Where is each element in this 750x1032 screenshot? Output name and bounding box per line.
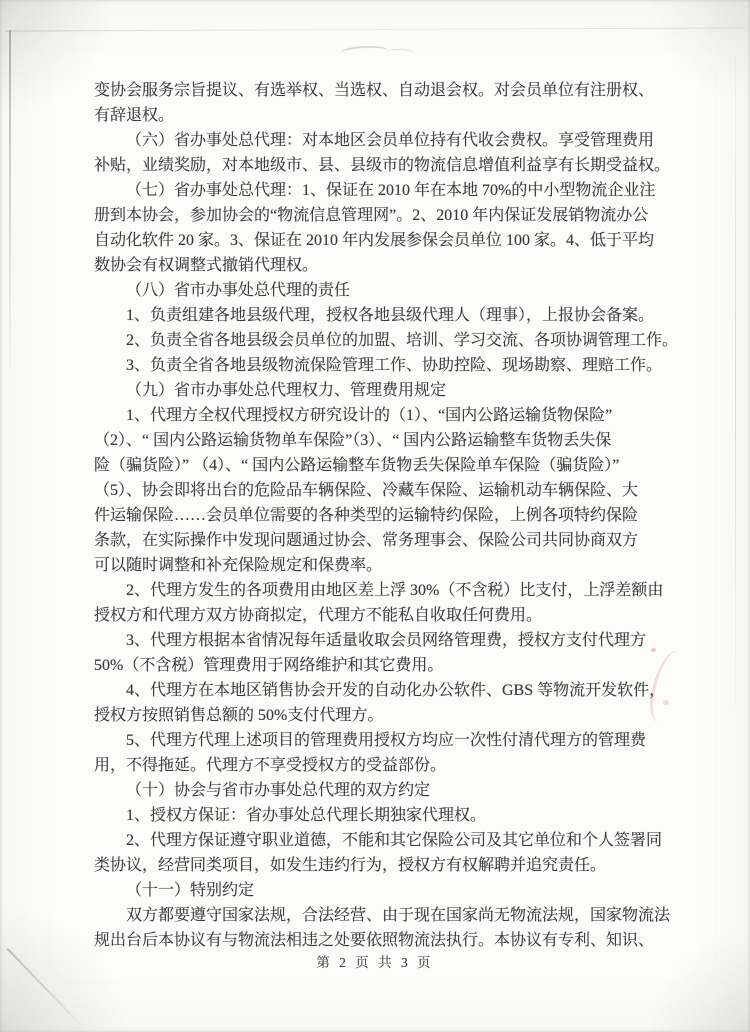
document-line: 规出台后本协议有与物流法相违之处要依照物流法执行。本协议有专利、知识、 [94, 932, 655, 949]
document-line: 5、代理方代理上述项目的管理费用授权方均应一次性付清代理方的管理费 [126, 732, 647, 749]
scan-left-edge-line [9, 30, 11, 370]
page-footer: 第 2 页 共 3 页 [316, 955, 434, 970]
handwriting-smudge [386, 48, 417, 59]
document-line: （八）省市办事处总代理的责任 [126, 282, 351, 299]
document-line: 2、代理方发生的各项费用由地区差上浮 30%（不含税）比支付，上浮差额由 [126, 582, 664, 599]
document-line: （5）、协会即将出台的危险品车辆保险、冷藏车保险、运输机动车辆保险、大 [94, 482, 639, 499]
document-line: 类协议，经营同类项目，如发生违约行为，授权方有权解聘并追究责任。 [94, 857, 607, 874]
document-line: （七）省办事处总代理：1、保证在 2010 年在本地 70%的中小型物流企业注 [126, 182, 656, 199]
document-line: 3、代理方根据本省情况每年适量收取会员网络管理费，授权方支付代理方 [126, 632, 647, 649]
document-line: 授权方和代理方双方协商拟定，代理方不能私自收取任何费用。 [94, 607, 543, 624]
document-line: 2、负责全省各地县级会员单位的加盟、培训、学习交流、各项协调管理工作。 [126, 332, 679, 349]
document-body [94, 78, 679, 953]
document-line: 数协会有权调整式撤销代理权。 [94, 257, 319, 274]
document-line: 1、负责组建各地县级代理，授权各地县级代理人（理事），上报协会备案。 [126, 307, 655, 324]
document-line: 50%（不含税）管理费用于网络维护和其它费用。 [94, 657, 444, 674]
document-line: 自动化软件 20 家。3、保证在 2010 年内发展参保会员单位 100 家。4、低于平均 [94, 232, 655, 249]
handwriting-smudge [340, 45, 389, 59]
document-line: 1、授权方保证：省办事处总代理长期独家代理权。 [126, 807, 487, 824]
document-line: 可以随时调整和补充保险规定和保费率。 [94, 557, 383, 574]
document-line: （2）、“ 国内公路运输货物单车保险”（3）、“ 国内公路运输整车货物丢失保 [94, 432, 612, 449]
document-line: 2、代理方保证遵守职业道德，不能和其它保险公司及其它单位和个人签署同 [126, 832, 663, 849]
document-line: （十一）特别约定 [126, 882, 255, 899]
document-line: 变协会服务宗旨提议、有选举权、当选权、自动退会权。对会员单位有注册权、 [94, 82, 655, 99]
document-line: 险（骗货险）” （4）、“ 国内公路运输整车货物丢失保险单车保险（骗货险）” [94, 457, 620, 474]
document-line: 1、代理方全权代理授权方研究设计的（1）、“国内公路运输货物保险” [126, 407, 613, 424]
document-line: 有辞退权。 [94, 107, 175, 124]
document-line: 授权方按照销售总额的 50%支付代理方。 [94, 707, 384, 724]
document-line: 补贴，业绩奖励，对本地级市、县、县级市的物流信息增值利益享有长期受益权。 [94, 157, 671, 174]
document-line: 3、负责全省各地县级物流保险管理工作、协助控险、现场勘察、理赔工作。 [126, 357, 663, 374]
document-line: 件运输保险……会员单位需要的各种类型的运输特约保险，上例各项特约保险 [94, 507, 639, 524]
document-line: （九）省市办事处总代理权力、管理费用规定 [126, 382, 447, 399]
document-line: （六）省办事处总代理：对本地区会员单位持有代收会费权。享受管理费用 [126, 132, 655, 149]
document-line: 册到本协会，参加协会的“物流信息管理网”。2、2010 年内保证发展销物流办公 [94, 207, 649, 224]
document-line: 用，不得拖延。代理方不享受授权方的受益部份。 [94, 757, 447, 774]
document-line: 条款，在实际操作中发现问题通过协会、常务理事会、保险公司共同协商双方 [94, 532, 639, 549]
document-line: （十）协会与省市办事处总代理的双方约定 [126, 782, 431, 799]
scan-top-edge-line [6, 27, 745, 31]
document-line: 双方都要遵守国家法规，合法经营、由于现在国家尚无物流法规，国家物流法 [126, 907, 671, 924]
scan-right-edge-line [735, 55, 736, 705]
document-line: 4、代理方在本地区销售协会开发的自动化办公软件、GBS 等物流开发软件， [126, 682, 666, 699]
